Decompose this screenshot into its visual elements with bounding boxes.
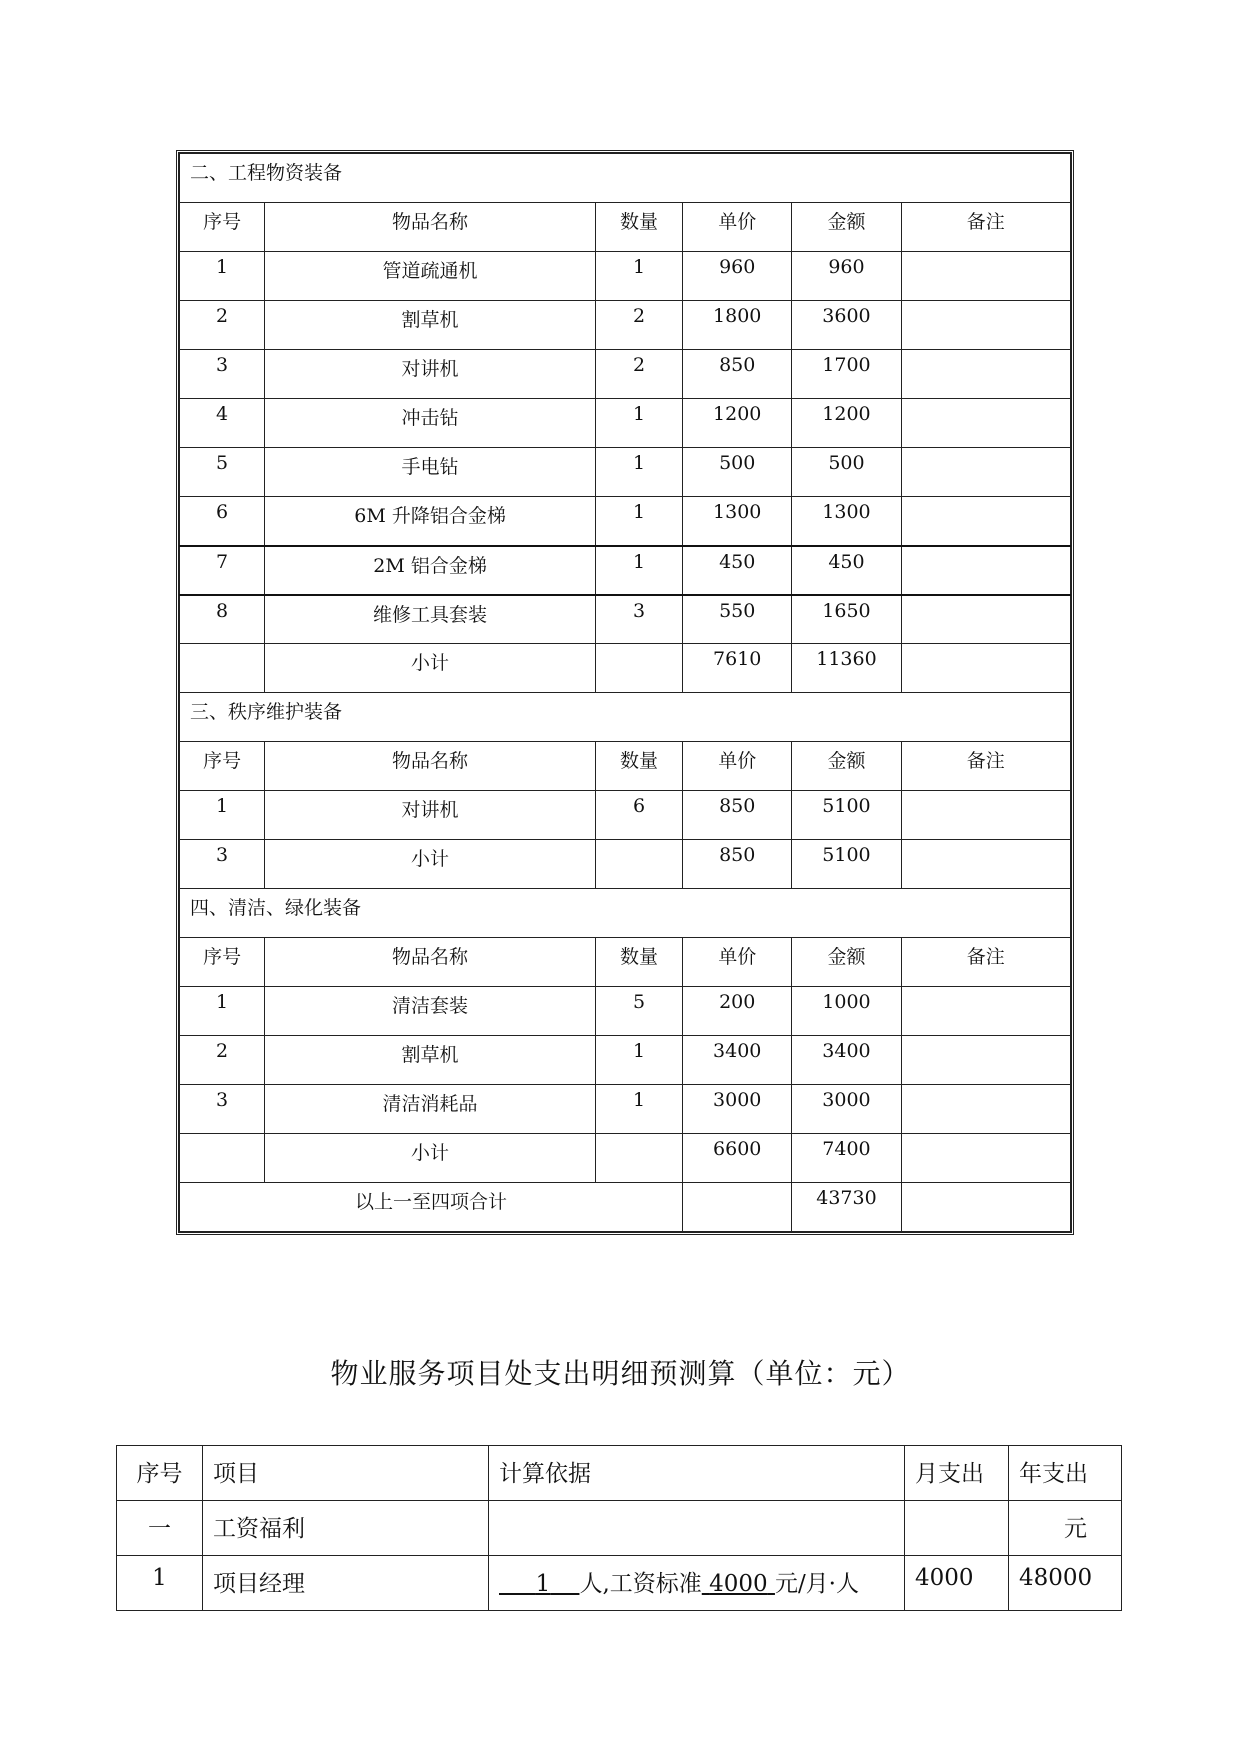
- cell-name: 割草机: [265, 1036, 596, 1085]
- expense-row-item: 工资福利: [203, 1501, 489, 1556]
- grand-total-label: 以上一至四项合计: [180, 1183, 683, 1232]
- cell-name: 小计: [265, 1134, 596, 1183]
- cell-name: 管道疏通机: [265, 252, 596, 301]
- cell-price: 850: [683, 791, 792, 840]
- header-note: 备注: [901, 203, 1070, 252]
- cell-amount: 1000: [792, 987, 901, 1036]
- cell-amount: 1700: [792, 350, 901, 399]
- header-price: 单价: [683, 938, 792, 987]
- cell-qty: 3: [595, 595, 682, 644]
- expense-header-row: [117, 1446, 1122, 1501]
- cell-qty: 1: [595, 1085, 682, 1134]
- cell-note: [901, 595, 1070, 644]
- cell-name: 清洁消耗品: [265, 1085, 596, 1134]
- basis-wage: 4000: [709, 1571, 768, 1597]
- basis-text: 人,工资标准: [579, 1571, 702, 1597]
- cell-qty: 1: [595, 399, 682, 448]
- expense-row-monthly: [905, 1501, 1009, 1556]
- cell-qty: 1: [595, 1036, 682, 1085]
- expense-table: [116, 1445, 1122, 1611]
- item-row: [180, 1085, 1071, 1134]
- expense-header-item: 项目: [203, 1446, 489, 1501]
- item-row: [180, 1036, 1071, 1085]
- cell-no: 3: [180, 1085, 265, 1134]
- section-title: 四、清洁、绿化装备: [180, 889, 1071, 938]
- expense-row-basis: [489, 1556, 905, 1611]
- item-row: [180, 497, 1071, 546]
- cell-note: [901, 301, 1070, 350]
- header-price: 单价: [683, 742, 792, 791]
- cell-price: 6600: [683, 1134, 792, 1183]
- item-row: [180, 448, 1071, 497]
- header-no: 序号: [180, 203, 265, 252]
- cell-name: 小计: [265, 644, 596, 693]
- section-title-row: [180, 154, 1071, 203]
- expense-row-yearly: 元: [1009, 1501, 1122, 1556]
- header-name: 物品名称: [265, 742, 596, 791]
- subtotal-row: [180, 1134, 1071, 1183]
- item-row: [180, 987, 1071, 1036]
- header-amount: 金额: [792, 938, 901, 987]
- cell-price: 850: [683, 350, 792, 399]
- header-row: [180, 203, 1071, 252]
- cell-note: [901, 644, 1070, 693]
- cell-no: 1: [180, 791, 265, 840]
- expense-title: 物业服务项目处支出明细预测算（单位：元）: [330, 1357, 911, 1390]
- subtotal-row: [180, 840, 1071, 889]
- cell-qty: [595, 840, 682, 889]
- cell-name: 6M 升降铝合金梯: [265, 497, 596, 546]
- cell-note: [901, 546, 1070, 595]
- cell-price: 3400: [683, 1036, 792, 1085]
- item-row: [180, 252, 1071, 301]
- item-row: [180, 399, 1071, 448]
- cell-note: [901, 350, 1070, 399]
- cell-amount: 450: [792, 546, 901, 595]
- section-title-row: [180, 889, 1071, 938]
- cell-amount: 7400: [792, 1134, 901, 1183]
- expense-row-no: 1: [117, 1556, 203, 1611]
- cell-no: 4: [180, 399, 265, 448]
- expense-header-basis: 计算依据: [489, 1446, 905, 1501]
- cell-amount: 3600: [792, 301, 901, 350]
- header-row: [180, 742, 1071, 791]
- cell-note: [901, 840, 1070, 889]
- cell-qty: 1: [595, 497, 682, 546]
- cell-qty: [595, 1134, 682, 1183]
- expense-row-no: 一: [117, 1501, 203, 1556]
- item-row: [180, 595, 1071, 644]
- item-row: [180, 791, 1071, 840]
- cell-name: 冲击钻: [265, 399, 596, 448]
- cell-amount: 3000: [792, 1085, 901, 1134]
- cell-no: 8: [180, 595, 265, 644]
- cell-no: 5: [180, 448, 265, 497]
- cell-no: 3: [180, 350, 265, 399]
- cell-price: 1300: [683, 497, 792, 546]
- cell-qty: 2: [595, 350, 682, 399]
- item-row: [180, 546, 1071, 595]
- cell-amount: 5100: [792, 791, 901, 840]
- cell-no: 3: [180, 840, 265, 889]
- header-no: 序号: [180, 938, 265, 987]
- expense-header-yearly: 年支出: [1009, 1446, 1122, 1501]
- header-price: 单价: [683, 203, 792, 252]
- cell-no: [180, 644, 265, 693]
- cell-amount: 960: [792, 252, 901, 301]
- cell-no: 6: [180, 497, 265, 546]
- section-title: 二、工程物资装备: [180, 154, 1071, 203]
- expense-row-item: 项目经理: [203, 1556, 489, 1611]
- cell-price: 550: [683, 595, 792, 644]
- cell-amount: 1650: [792, 595, 901, 644]
- cell-name: 割草机: [265, 301, 596, 350]
- cell-name: 2M 铝合金梯: [265, 546, 596, 595]
- header-qty: 数量: [595, 742, 682, 791]
- grand-total-amount: 43730: [792, 1183, 901, 1232]
- header-name: 物品名称: [265, 203, 596, 252]
- cell-qty: 1: [595, 448, 682, 497]
- header-note: 备注: [901, 742, 1070, 791]
- section-title: 三、秩序维护装备: [180, 693, 1071, 742]
- cell-note: [901, 1183, 1070, 1232]
- cell-note: [901, 1085, 1070, 1134]
- cell-name: 对讲机: [265, 350, 596, 399]
- cell-price: 450: [683, 546, 792, 595]
- cell-amount: 3400: [792, 1036, 901, 1085]
- cell-no: 2: [180, 1036, 265, 1085]
- header-no: 序号: [180, 742, 265, 791]
- header-amount: 金额: [792, 742, 901, 791]
- header-row: [180, 938, 1071, 987]
- cell-price: 960: [683, 252, 792, 301]
- cell-note: [901, 399, 1070, 448]
- cell-note: [901, 252, 1070, 301]
- expense-header-monthly: 月支出: [905, 1446, 1009, 1501]
- cell-qty: 1: [595, 546, 682, 595]
- cell-qty: [595, 644, 682, 693]
- expense-header-no: 序号: [117, 1446, 203, 1501]
- cell-no: 7: [180, 546, 265, 595]
- cell-price: 7610: [683, 644, 792, 693]
- cell-note: [901, 791, 1070, 840]
- cell-name: 小计: [265, 840, 596, 889]
- item-row: [180, 301, 1071, 350]
- equipment-table-body: [180, 154, 1071, 1232]
- expense-row: [117, 1501, 1122, 1556]
- expense-row: [117, 1556, 1122, 1611]
- subtotal-row: [180, 644, 1071, 693]
- cell-amount: 11360: [792, 644, 901, 693]
- cell-note: [901, 1036, 1070, 1085]
- expense-row-basis: [489, 1501, 905, 1556]
- cell-qty: 6: [595, 791, 682, 840]
- cell-note: [901, 448, 1070, 497]
- cell-price: 500: [683, 448, 792, 497]
- expense-row-yearly: 48000: [1009, 1556, 1122, 1611]
- cell-price: 3000: [683, 1085, 792, 1134]
- cell-note: [901, 987, 1070, 1036]
- header-amount: 金额: [792, 203, 901, 252]
- cell-amount: 1300: [792, 497, 901, 546]
- header-qty: 数量: [595, 203, 682, 252]
- cell-name: 对讲机: [265, 791, 596, 840]
- header-name: 物品名称: [265, 938, 596, 987]
- basis-unit: 元/月·人: [774, 1571, 859, 1597]
- equipment-table-frame: [176, 150, 1074, 1235]
- cell-no: 1: [180, 987, 265, 1036]
- cell-amount: 1200: [792, 399, 901, 448]
- grand-total-row: [180, 1183, 1071, 1232]
- cell-qty: 1: [595, 252, 682, 301]
- cell-note: [901, 497, 1070, 546]
- cell-no: [180, 1134, 265, 1183]
- cell-name: 维修工具套装: [265, 595, 596, 644]
- basis-count: 1: [535, 1571, 551, 1597]
- expense-row-monthly: 4000: [905, 1556, 1009, 1611]
- cell-qty: 2: [595, 301, 682, 350]
- equipment-table: [179, 153, 1071, 1232]
- header-note: 备注: [901, 938, 1070, 987]
- cell-amount: 5100: [792, 840, 901, 889]
- item-row: [180, 350, 1071, 399]
- cell-price: 850: [683, 840, 792, 889]
- cell-name: 手电钻: [265, 448, 596, 497]
- cell-qty: 5: [595, 987, 682, 1036]
- cell-price: 1800: [683, 301, 792, 350]
- cell-price: 200: [683, 987, 792, 1036]
- cell-price: [683, 1183, 792, 1232]
- cell-note: [901, 1134, 1070, 1183]
- header-qty: 数量: [595, 938, 682, 987]
- cell-price: 1200: [683, 399, 792, 448]
- cell-amount: 500: [792, 448, 901, 497]
- section-title-row: [180, 693, 1071, 742]
- cell-no: 1: [180, 252, 265, 301]
- cell-name: 清洁套装: [265, 987, 596, 1036]
- cell-no: 2: [180, 301, 265, 350]
